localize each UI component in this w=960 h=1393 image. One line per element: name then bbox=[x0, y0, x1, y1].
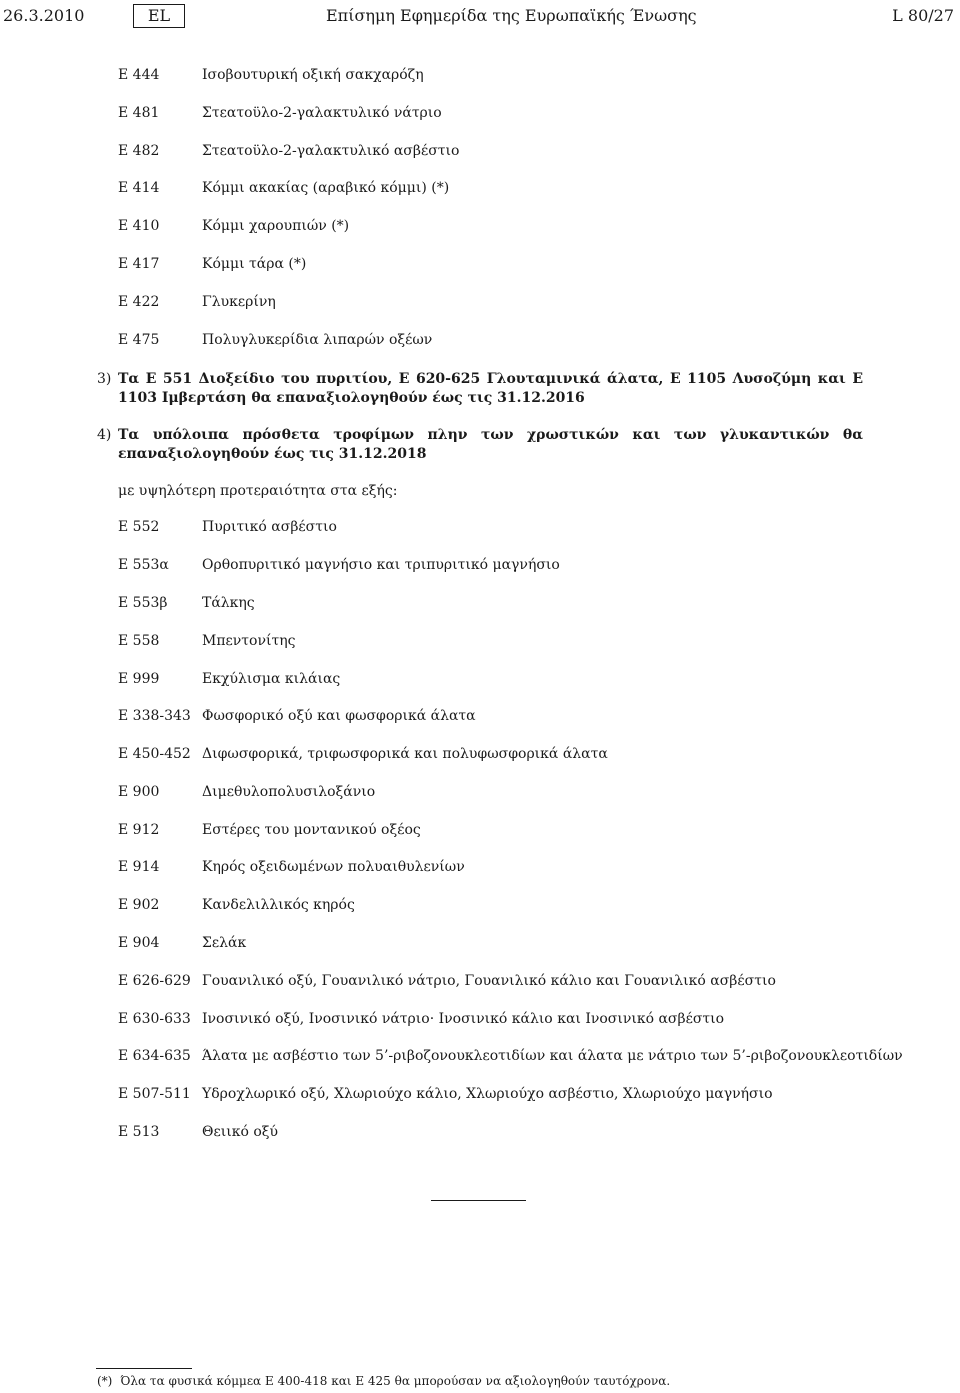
language-badge: EL bbox=[133, 4, 185, 28]
additive-code: E 553β bbox=[118, 595, 168, 611]
additive-name: Ινοσινικό οξύ, Ινοσινικό νάτριο· Ινοσινικό κάλιο και Ινοσινικό ασβέστιο bbox=[202, 1011, 725, 1027]
additive-code: E 417 bbox=[118, 256, 160, 272]
additive-code: E 553α bbox=[118, 557, 169, 573]
additive-name: Γουανιλικό οξύ, Γουανιλικό νάτριο, Γουανιλικό κάλιο και Γουανιλικό ασβέστιο bbox=[202, 973, 776, 989]
additive-code: E 558 bbox=[118, 633, 160, 649]
additive-name: Άλατα με ασβέστιο των 5’-ριβοζονουκλεοτιδίων και άλατα με νάτριο των 5’-ριβοζονουκλεοτιδίων bbox=[202, 1048, 903, 1064]
additive-name: Πολυγλυκερίδια λιπαρών οξέων bbox=[202, 332, 433, 348]
additive-code: E 634-635 bbox=[118, 1048, 191, 1064]
additive-code: E 904 bbox=[118, 935, 160, 951]
additive-name: Πυριτικό ασβέστιο bbox=[202, 519, 337, 535]
additive-name: Ισοβουτυρική οξική σακχαρόζη bbox=[202, 67, 424, 83]
journal-title: Επίσημη Εφημερίδα της Ευρωπαϊκής Ένωσης bbox=[326, 6, 697, 25]
paragraph-number: 4) bbox=[97, 427, 112, 443]
additive-name: Τάλκης bbox=[202, 595, 255, 611]
additive-code: E 900 bbox=[118, 784, 160, 800]
additive-name: Στεατοϋλο-2-γαλακτυλικό ασβέστιο bbox=[202, 143, 460, 159]
additive-code: E 475 bbox=[118, 332, 160, 348]
additive-name: Εστέρες του μοντανικού οξέος bbox=[202, 822, 421, 838]
additive-code: E 481 bbox=[118, 105, 160, 121]
additive-name: Διμεθυλοπολυσιλοξάνιο bbox=[202, 784, 376, 800]
additive-code: E 482 bbox=[118, 143, 160, 159]
additive-code: E 513 bbox=[118, 1124, 160, 1140]
additive-name: Γλυκερίνη bbox=[202, 294, 276, 310]
additive-code: E 507-511 bbox=[118, 1086, 191, 1102]
page-number: L 80/27 bbox=[892, 6, 954, 25]
additive-name: Ορθοπυριτικό μαγνήσιο και τριπυριτικό μαγνήσιο bbox=[202, 557, 560, 573]
additive-name: Κηρός οξειδωμένων πολυαιθυλενίων bbox=[202, 859, 465, 875]
additive-code: E 630-633 bbox=[118, 1011, 191, 1027]
additive-name: Σελάκ bbox=[202, 935, 247, 951]
additive-code: E 626-629 bbox=[118, 973, 191, 989]
additive-name: Θειικό οξύ bbox=[202, 1124, 278, 1140]
additive-code: E 912 bbox=[118, 822, 160, 838]
additive-code: E 450-452 bbox=[118, 746, 191, 762]
additive-name: Κανδελιλλικός κηρός bbox=[202, 897, 355, 913]
additive-name: Διφωσφορικά, τριφωσφορικά και πολυφωσφορικά άλατα bbox=[202, 746, 608, 762]
additive-name: Κόμμι τάρα (*) bbox=[202, 256, 307, 272]
additive-name: Εκχύλισμα κιλάιας bbox=[202, 671, 341, 687]
additive-name: Φωσφορικό οξύ και φωσφορικά άλατα bbox=[202, 708, 476, 724]
section-divider bbox=[431, 1200, 526, 1201]
paragraph-text: Τα υπόλοιπα πρόσθετα τροφίμων πλην των χρωστικών και των γλυκαντικών θα επαναξιολογηθούν έως τις 31.12.2018 bbox=[118, 427, 863, 462]
paragraph-4 bbox=[97, 426, 863, 464]
additive-name: Κόμμι ακακίας (αραβικό κόμμι) (*) bbox=[202, 180, 450, 196]
paragraph-text: Τα E 551 Διοξείδιο του πυριτίου, E 620-625 Γλουταμινικά άλατα, E 1105 Λυσοζύμη και E 1103 Ιμβερτάση θα επαναξιολογηθούν έως τις 31.12.2016 bbox=[118, 371, 863, 406]
footnote-divider bbox=[96, 1368, 192, 1369]
additive-code: E 338-343 bbox=[118, 708, 191, 724]
additive-name: Μπεντονίτης bbox=[202, 633, 296, 649]
footnote-text: Όλα τα φυσικά κόμμεα E 400-418 και E 425 θα μπορούσαν να αξιολογηθούν ταυτόχρονα. bbox=[120, 1374, 671, 1388]
additive-code: E 410 bbox=[118, 218, 160, 234]
footnote bbox=[97, 1374, 670, 1388]
footnote-mark: (*) bbox=[97, 1374, 113, 1388]
additive-name: Κόμμι χαρουπιών (*) bbox=[202, 218, 350, 234]
additive-code: E 422 bbox=[118, 294, 160, 310]
additive-code: E 444 bbox=[118, 67, 160, 83]
additive-name: Υδροχλωρικό οξύ, Χλωριούχο κάλιο, Χλωριούχο ασβέστιο, Χλωριούχο μαγνήσιο bbox=[202, 1086, 773, 1102]
priority-intro: με υψηλότερη προτεραιότητα στα εξής: bbox=[118, 483, 398, 499]
paragraph-3 bbox=[97, 370, 863, 408]
page-header bbox=[0, 4, 960, 34]
additive-code: E 552 bbox=[118, 519, 160, 535]
paragraph-number: 3) bbox=[97, 371, 112, 387]
additive-code: E 414 bbox=[118, 180, 160, 196]
additive-code: E 914 bbox=[118, 859, 160, 875]
additive-code: E 999 bbox=[118, 671, 160, 687]
additive-code: E 902 bbox=[118, 897, 160, 913]
additive-name: Στεατοϋλο-2-γαλακτυλικό νάτριο bbox=[202, 105, 442, 121]
publication-date: 26.3.2010 bbox=[3, 6, 85, 25]
